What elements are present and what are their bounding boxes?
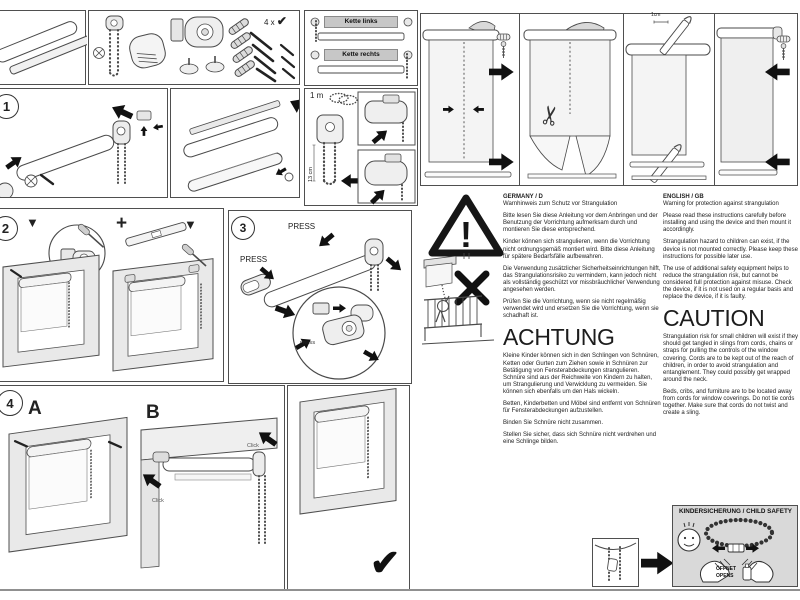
winder-chain-closeup xyxy=(313,115,344,184)
warning-text-english xyxy=(663,194,799,422)
panel-step2 xyxy=(0,208,224,382)
chain-drop-label: 13 cm xyxy=(308,167,314,182)
cut-reassembled-drawing xyxy=(715,14,797,185)
triangle-down-icon-2: ▼ xyxy=(184,217,197,232)
breakaway-connector xyxy=(728,544,744,552)
chain-length-drawing xyxy=(305,89,417,205)
panel-chain-connector xyxy=(592,538,639,587)
cut-measure-drawing xyxy=(421,14,519,185)
caution-heading: CAUTION xyxy=(663,305,765,332)
child-safety-drawing xyxy=(673,506,797,586)
panel-cut-tube xyxy=(623,13,715,186)
step3-drawing xyxy=(229,211,411,383)
english-paragraph: Please read these instructions carefully before installing and using the device and then mount it accordingly. xyxy=(663,213,792,234)
option-a-label: A xyxy=(28,398,42,419)
end-cap-cover-icon xyxy=(127,31,168,70)
step3-number: 3 xyxy=(231,216,255,240)
click-label-right: Click xyxy=(247,443,259,449)
panel-step4 xyxy=(0,385,285,590)
step4-drawing xyxy=(0,386,284,589)
english-paragraph: Strangulation hazard to children can exist, if the device is not mounted correctly. Please keep these instructions for possible later use. xyxy=(663,239,798,260)
washer-screw-icon xyxy=(94,48,105,59)
chain-winder-icon xyxy=(106,16,123,76)
german-caution-paragraph: Betten, Kinderbetten und Möbel sind entfernt von Schnüren für Fensterabdeckungen aufzustellen. xyxy=(503,400,661,415)
click-label-left: Click xyxy=(152,498,164,504)
spirit-level-icon xyxy=(125,222,187,247)
chain-length-label: 1 m xyxy=(310,91,324,100)
panel-cut-measure xyxy=(420,13,520,186)
crib-hazard-illustration xyxy=(422,256,500,348)
option-b-label: B xyxy=(146,402,160,423)
panel-cut-reassembled xyxy=(714,13,798,186)
cut-allowance-label: 1cm xyxy=(651,12,661,18)
german-paragraph: Kinder können sich strangulieren, wenn die Vorrichtung nicht ordnungsgemäß montiert wird. Bitte diese Anleitung für spätere Bedarfsfälle aufbewahren. xyxy=(503,239,655,260)
step1-winder xyxy=(113,111,163,183)
step4-number: 4 xyxy=(0,390,23,416)
warning-text-german xyxy=(503,194,661,451)
success-check-icon: ✔ xyxy=(370,542,401,583)
cut-tube-drawing xyxy=(624,14,714,185)
chain-left-label: Kette links xyxy=(324,16,398,28)
arrow-to-child-safety-icon xyxy=(640,549,674,579)
child-face-icon xyxy=(678,522,700,551)
german-paragraph: Die Verwendung zusätzlicher Sicherheitseinrichtungen hilft, das Strangulationsrisiko zu vermindern, kann jedoch nicht als vollständig geschützt vor missbräuchlicher Verwendung angesehen werden. xyxy=(503,265,661,294)
step2-window-right xyxy=(113,259,213,371)
english-subtitle: Warning for protection against strangulation xyxy=(663,201,779,208)
chain-right-label: Kette rechts xyxy=(324,49,398,61)
fabric-attach-drawing xyxy=(171,89,299,197)
push-pins-icon xyxy=(180,56,224,74)
achtung-heading: ACHTUNG xyxy=(503,324,615,351)
roller-tubes-drawing xyxy=(0,11,87,86)
opens-label-de: ÖFFNET xyxy=(716,566,736,572)
german-country-label: GERMANY / D xyxy=(503,194,543,200)
wall-anchors-icon xyxy=(228,17,256,77)
child-figure xyxy=(436,296,449,322)
chain-coil-icon xyxy=(330,94,357,105)
press-label-2: PRESS xyxy=(240,255,268,264)
press-label-3: PRESS xyxy=(300,340,316,345)
step2-window-left xyxy=(3,255,99,367)
german-paragraph: Prüfen Sie die Vorrichtung, wenn sie nicht regelmäßig verwendet wird und ersetzen Sie die Vorrichtung, wenn sie schadhaft ist. xyxy=(503,299,659,320)
check-icon: ✔ xyxy=(276,14,287,28)
english-country-label: ENGLISH / GB xyxy=(663,194,704,200)
german-caution-paragraph: Kleine Kinder können sich in den Schlingen von Schnüren, Ketten oder Gurten zum Ziehen sowie in Schnüren zur Betätigung von Fensterabdeckungen strangulieren. Schnüre sind aus der Reichweite von Kindern zu halten, um Strangulierung und Verwicklung zu vermeiden. Sie können sich ebenfalls um den Hals wickeln. xyxy=(503,353,659,395)
panel-fabric-attach xyxy=(170,88,300,198)
step1-number: 1 xyxy=(0,94,19,119)
plus-icon: + xyxy=(116,213,128,234)
step1-screw-washer xyxy=(0,175,53,197)
exclamation-glyph: ! xyxy=(460,214,472,255)
cut-scissors-drawing xyxy=(520,14,623,185)
chain-connector-drawing xyxy=(593,539,638,586)
hardware-quantity-label: 4 x ✔ xyxy=(264,14,287,28)
english-caution-paragraph: Strangulation risk for small children will exist if they should get tangled in slings from cords, chains or straps for pulling the controls of the window covering. Cords are to be kept out of the reach of children, in order to avoid strangulation and entanglement. They could possibly get wrapped around the neck. xyxy=(663,334,799,383)
step2-drawing xyxy=(0,209,223,381)
scissors-icon: ✂ xyxy=(533,102,568,129)
step4-window-a xyxy=(9,417,127,552)
panel-parts-tubes xyxy=(0,10,86,85)
press-label-1: PRESS xyxy=(288,222,316,231)
long-screws-icon xyxy=(251,33,275,81)
panel-cut-scissors xyxy=(519,13,624,186)
german-caution-paragraph: Binden Sie Schnüre nicht zusammen. xyxy=(503,420,604,427)
bead-chain-loop xyxy=(706,520,772,546)
child-safety-title: KINDERSICHERUNG / CHILD SAFETY xyxy=(679,508,792,515)
german-caution-paragraph: Stellen Sie sicher, dass sich Schnüre nicht verdrehen und eine Schlinge bilden. xyxy=(503,432,657,446)
step4-window-b xyxy=(139,418,280,568)
english-caution-paragraph: Beds, cribs, and furniture are to be located away from cords for window coverings. Do not tie cords together. Make sure that cords do not twist and create a sling. xyxy=(663,388,795,417)
panel-step1 xyxy=(0,88,168,198)
panel-child-safety xyxy=(672,505,798,587)
opens-label-en: OPENS xyxy=(716,573,734,579)
triangle-down-icon: ▼ xyxy=(26,215,39,230)
panel-chain-length xyxy=(304,88,418,206)
bracket-mechanism-icon xyxy=(171,17,223,47)
step1-drawing xyxy=(0,89,167,197)
german-subtitle: Warnhinweis zum Schutz vor Strangulation xyxy=(503,201,618,208)
panel-step3 xyxy=(228,210,412,384)
step2-number: 2 xyxy=(0,216,18,241)
warning-triangle-icon xyxy=(428,193,504,261)
german-paragraph: Bitte lesen Sie diese Anleitung vor dem Anbringen und der Benutzung der Vorrichtung aufmerksam durch und montieren Sie diese entsprechend. xyxy=(503,213,658,234)
english-paragraph: The use of additional safety equipment helps to reduce the strangulation risk, but cannot be considered full protection against misuse. Check the device, if it is not used on a regular basis and replace the device, if it is faulty. xyxy=(663,265,794,301)
bottom-rule xyxy=(0,589,800,591)
short-screws-icon xyxy=(281,45,294,78)
